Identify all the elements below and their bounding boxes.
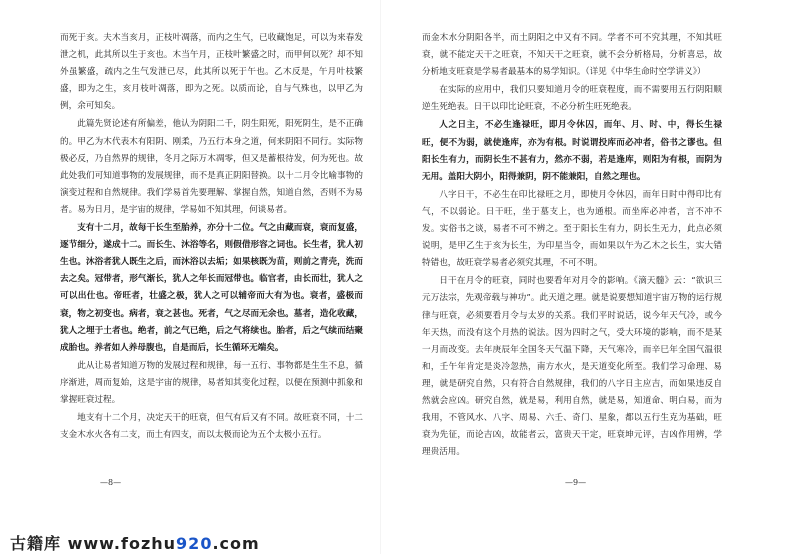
site-watermark bbox=[10, 531, 260, 554]
left-paragraph-2: 此篇先贤论述有所偏差，他认为阴阳二千，阴生阳死，阳死阴生，是不正确的。甲乙为木代表木有阳阴、刚柔，乃五行本身之道，何来阴阳不同行。实际物极必反，乃自然界的规律，冬月之际万木凋零，但又是蓄根待发，何为死也。故此处我们可知道事物的发展规律，而不是真正阴阳替换。以十二月令比喻事物的演变过程和自然规律。我们学易首先要理解、掌握自然，知道自然，否则不为易者。易为日月，是宇宙的规律，学易如不知其理，何谈易者。 bbox=[60, 119, 363, 215]
left-page bbox=[60, 30, 363, 444]
right-page-number: —9— bbox=[565, 478, 587, 487]
left-page-number: —8— bbox=[100, 478, 122, 487]
left-paragraph-3: 支有十二月，故每干长生至胎养，亦分十二位。气之由藏而衰，衰而复盛，逐节细分，遂成十二。而长生、沐浴等名，则假借形容之词也。长生者，犹人初生也。沐浴者犹人既生之后，而沐浴以去垢；如果核既为苗，则前之青壳，洗而去之矣。冠带者，形气渐长，犹人之年长而冠带也。临官者，由长而壮，犹人之可以出仕也。帝旺者，壮盛之极，犹人之可以辅帝而大有为也。衰者，盛极而衰，物之初变也。病者，衰之甚也。死者，气之尽而无余也。墓者，造化收藏，犹人之埋于土者也。绝者，前之气已绝，后之气将续也。胎者，后之气续而结聚成胎也。养者如人养母腹也，自是而后，长生循环无端矣。 bbox=[60, 223, 363, 353]
right-paragraph-2: 在实际的应用中，我们只要知道月令的旺衰程度，而不需要用五行阴阳顺逆生死绝表。日干以印比论旺衰，不必分析生旺死绝表。 bbox=[422, 85, 722, 113]
left-paragraph-1: 而死于亥。夫木当亥月，正枝叶凋落，而内之生气，已收藏饱足，可以为来春发泄之机，此其所以生于亥也。木当午月，正枝叶繁盛之时，而甲何以死？却不知外虽繁盛，疏内之生气发泄已尽，此其所以死于午也。乙木反是，午月叶枝繁盛，即为之生，亥月枝叶凋落，即为之死。以质而论，自与气殊也，以甲乙为例，余可知矣。 bbox=[60, 33, 363, 112]
watermark-url-digits: 920 bbox=[176, 534, 213, 553]
right-paragraph-5: 日干在月令的旺衰，同时也要看年对月令的影响。《滴天髓》云：“欲识三元万法宗，先观帝载与神功”。此天道之理。就是说要想知道宇宙万物的运行规律与旺衰，必须要看月令与太岁的关系。我们平时说话，说今年天气冷，或今年天热，而没有这个月热的说法。因为四时之气，受大环境的影响，而不是某一月而改变。去年庚辰年全国冬天气温下降，天气寒冷，而辛巳年全国气温很和，壬午年肯定是炎冷忽热，南方水火，是天道变化所至。我们学习命理、易理，就是研究自然，只有符合自然规律，我们的八字日主应吉，而如果违反自然就会应凶。研究自然，就是易，利用自然，就是易，知道命、明白易，而为我用，不管风水、八字、周易、六壬、奇门、星象，都以五行生克为基础，旺衰为先征，而论吉凶，故能者云，富贵天干定，旺衰坤元评，吉凶作用辨，学理贵活用。 bbox=[422, 276, 722, 458]
watermark-url-suffix: .com bbox=[212, 534, 260, 553]
page-gutter bbox=[380, 0, 381, 554]
right-paragraph-1: 而金木水分阴阳各半，而土阴阳之中又有不同。学者不可不究其理，不知其旺衰，就不能定天干之旺衰，不知天干之旺衰，就不会分析格局，分析喜忌，故分析地支旺衰是学易者最基本的易学知识。（详见《中华生命时空学讲义》） bbox=[422, 33, 722, 78]
right-paragraph-4: 八字日干，不必生在印比禄旺之月，即使月令休囚，而年日时中得印比有气，不以弱论。日干旺，坐于墓支上，也为通根。而坐库必冲者，言不冲不发。实俗书之谈，易者不可不辨之。至于阳长生有力，阴长生无力，此点必须说明，是甲乙生于亥为长生，为印星当令，而如果以午为乙木之长生，实大错特错也，故旺衰学易者必须究其理，不可不明。 bbox=[422, 189, 722, 269]
watermark-url-prefix: www.fozhu bbox=[67, 534, 177, 553]
right-page bbox=[422, 30, 722, 461]
watermark-bar bbox=[0, 527, 793, 554]
right-paragraph-3: 人之日主，不必生逢禄旺，即月令休囚，而年、月、时、中，得长生禄旺，便不为弱，就使逢库，亦为有根。时说谓投库而必冲者，俗书之谬也。但阳长生有力，而阴长生不甚有力，然亦不弱，若是逢库，则阳为有根，而阴为无用。盖阳大阴小，阳得兼阴，阴不能兼阳，自然之理也。 bbox=[422, 120, 722, 182]
left-paragraph-5: 地支有十二个月，决定天干的旺衰，但气有后又有不同。故旺衰不同，十二支金木水火各有二支，而土有四支，而以太极而论为五个太极小五行。 bbox=[60, 413, 363, 441]
left-paragraph-4: 此从让易者知道万物的发展过程和规律，每一五行、事物都是生生不息，循序渐进，周而复始，这是宇宙的规律，易者知其变化过程，以便在预测中抓象和掌握旺衰过程。 bbox=[60, 360, 363, 405]
watermark-site-name: 古籍库 bbox=[10, 534, 62, 553]
